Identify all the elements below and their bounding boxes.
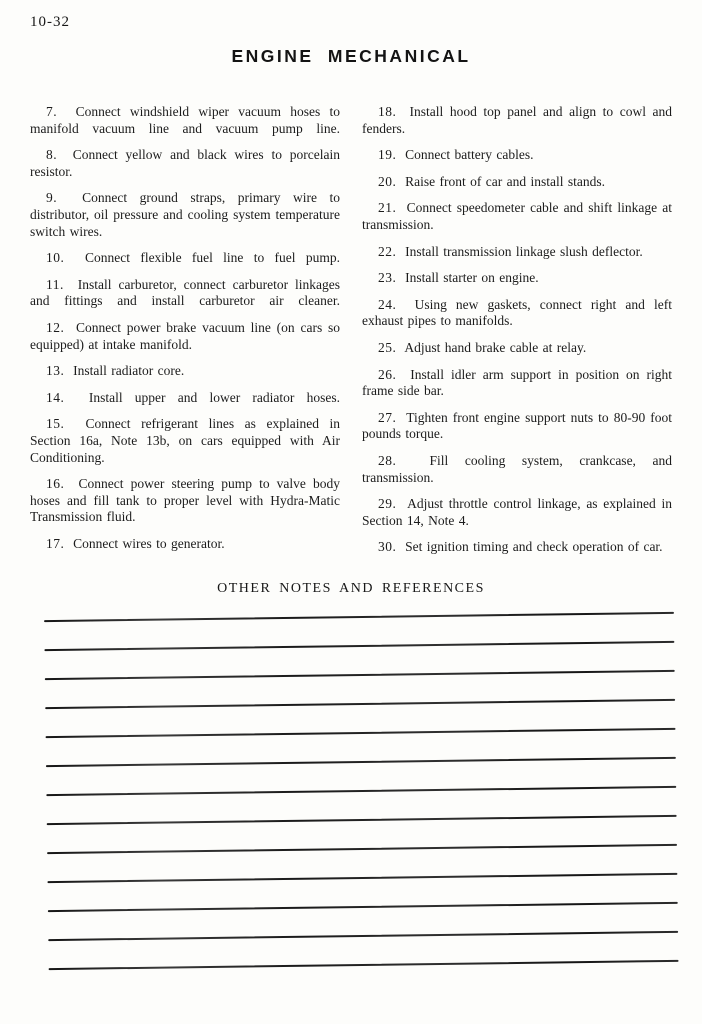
step-number: 7.: [46, 104, 58, 119]
step-number: 11.: [46, 276, 64, 292]
step-8: [30, 147, 340, 180]
step-number: 9.: [46, 190, 58, 206]
step-9: [30, 190, 340, 240]
step-text: Adjust hand brake cable at relay.: [404, 339, 587, 355]
step-21: [362, 200, 672, 233]
step-28: [362, 453, 672, 486]
two-column-text: [30, 104, 672, 566]
step-text: Connect wires to generator.: [73, 535, 225, 551]
step-text: Install upper and lower radiator hoses.: [88, 389, 341, 405]
step-text: Fill cooling system, crankcase, and transmission.: [362, 452, 672, 485]
step-text: Connect speedometer cable and shift linkage at transmission.: [362, 200, 673, 232]
step-number: 20.: [378, 173, 397, 189]
step-text: Install idler arm support in position on right frame side bar.: [362, 366, 672, 399]
step-number: 22.: [378, 243, 397, 259]
step-25: [362, 340, 672, 357]
step-24: [362, 297, 672, 330]
step-29: [362, 496, 672, 529]
right-column: [362, 104, 672, 566]
page-title: ENGINE MECHANICAL: [231, 46, 471, 66]
step-text: Install radiator core.: [73, 363, 185, 379]
step-text: Install carburetor, connect carburetor linkages and fittings and install carburetor air cleaner.: [30, 276, 340, 309]
step-text: Connect refrigerant lines as explained in Section 16a, Note 13b, on cars equipped with Air Conditioning.: [30, 416, 341, 465]
note-rule-line: [47, 844, 677, 854]
step-23: [362, 270, 672, 287]
step-number: 17.: [46, 535, 65, 551]
left-column: [30, 104, 340, 566]
step-18: [362, 104, 672, 137]
note-rule-line: [49, 960, 679, 970]
page-number: 10-32: [30, 14, 70, 30]
notes-heading: OTHER NOTES AND REFERENCES: [217, 581, 485, 596]
step-number: 18.: [378, 104, 397, 119]
step-14: [30, 390, 340, 407]
note-rule-line: [45, 699, 675, 709]
step-text: Install hood top panel and align to cowl and fenders.: [362, 104, 673, 136]
step-20: [362, 174, 672, 191]
step-number: 24.: [378, 296, 397, 312]
step-number: 26.: [378, 366, 397, 382]
step-text: Adjust throttle control linkage, as explained in Section 14, Note 4.: [362, 496, 672, 528]
step-26: [362, 367, 672, 400]
ruled-lines: [44, 612, 679, 997]
step-13: [30, 363, 340, 380]
note-rule-line: [46, 786, 676, 796]
step-22: [362, 244, 672, 261]
step-text: Connect power steering pump to valve body hoses and fill tank to proper level with Hydra-Matic Transmission fluid.: [30, 476, 340, 525]
step-text: Set ignition timing and check operation of car.: [405, 539, 663, 555]
step-number: 27.: [378, 409, 397, 425]
note-rule-line: [48, 902, 678, 912]
step-text: Install transmission linkage slush deflector.: [405, 243, 643, 259]
note-rule-line: [44, 641, 674, 651]
step-text: Connect windshield wiper vacuum hoses to manifold vacuum line and vacuum pump line.: [30, 104, 341, 136]
step-text: Connect battery cables.: [405, 147, 534, 163]
step-text: Connect yellow and black wires to porcelain resistor.: [30, 147, 340, 179]
step-text: Raise front of car and install stands.: [405, 173, 605, 189]
note-rule-line: [46, 757, 676, 767]
step-15: [30, 416, 340, 466]
step-17: [30, 536, 340, 553]
note-rule-line: [44, 612, 674, 622]
step-number: 12.: [46, 319, 65, 335]
step-7: [30, 104, 340, 137]
note-rule-line: [48, 931, 678, 941]
step-number: 19.: [378, 147, 397, 163]
step-number: 13.: [46, 363, 65, 379]
step-text: Tighten front engine support nuts to 80-90 foot pounds torque.: [362, 409, 672, 442]
step-text: Using new gaskets, connect right and left exhaust pipes to manifolds.: [362, 296, 672, 329]
step-number: 29.: [378, 496, 397, 512]
note-rule-line: [47, 873, 677, 883]
step-16: [30, 476, 340, 526]
step-number: 21.: [378, 200, 397, 216]
step-number: 25.: [378, 339, 397, 355]
note-rule-line: [45, 670, 675, 680]
step-number: 23.: [378, 270, 397, 286]
step-number: 16.: [46, 476, 65, 492]
step-number: 30.: [378, 539, 397, 555]
step-19: [362, 147, 672, 164]
step-27: [362, 410, 672, 443]
step-12: [30, 320, 340, 353]
step-number: 10.: [46, 250, 65, 266]
step-30: [362, 539, 672, 556]
step-text: Connect power brake vacuum line (on cars so equipped) at intake manifold.: [30, 319, 341, 352]
step-10: [30, 250, 340, 267]
step-text: Connect flexible fuel line to fuel pump.: [85, 250, 340, 266]
step-number: 28.: [378, 452, 397, 468]
step-number: 14.: [46, 389, 65, 405]
note-rule-line: [46, 728, 676, 738]
step-text: Connect ground straps, primary wire to distributor, oil pressure and cooling system temperature switch wires.: [30, 190, 341, 239]
step-number: 8.: [46, 147, 58, 163]
step-number: 15.: [46, 416, 65, 432]
step-text: Install starter on engine.: [405, 270, 539, 286]
note-rule-line: [47, 815, 677, 825]
step-11: [30, 277, 340, 310]
